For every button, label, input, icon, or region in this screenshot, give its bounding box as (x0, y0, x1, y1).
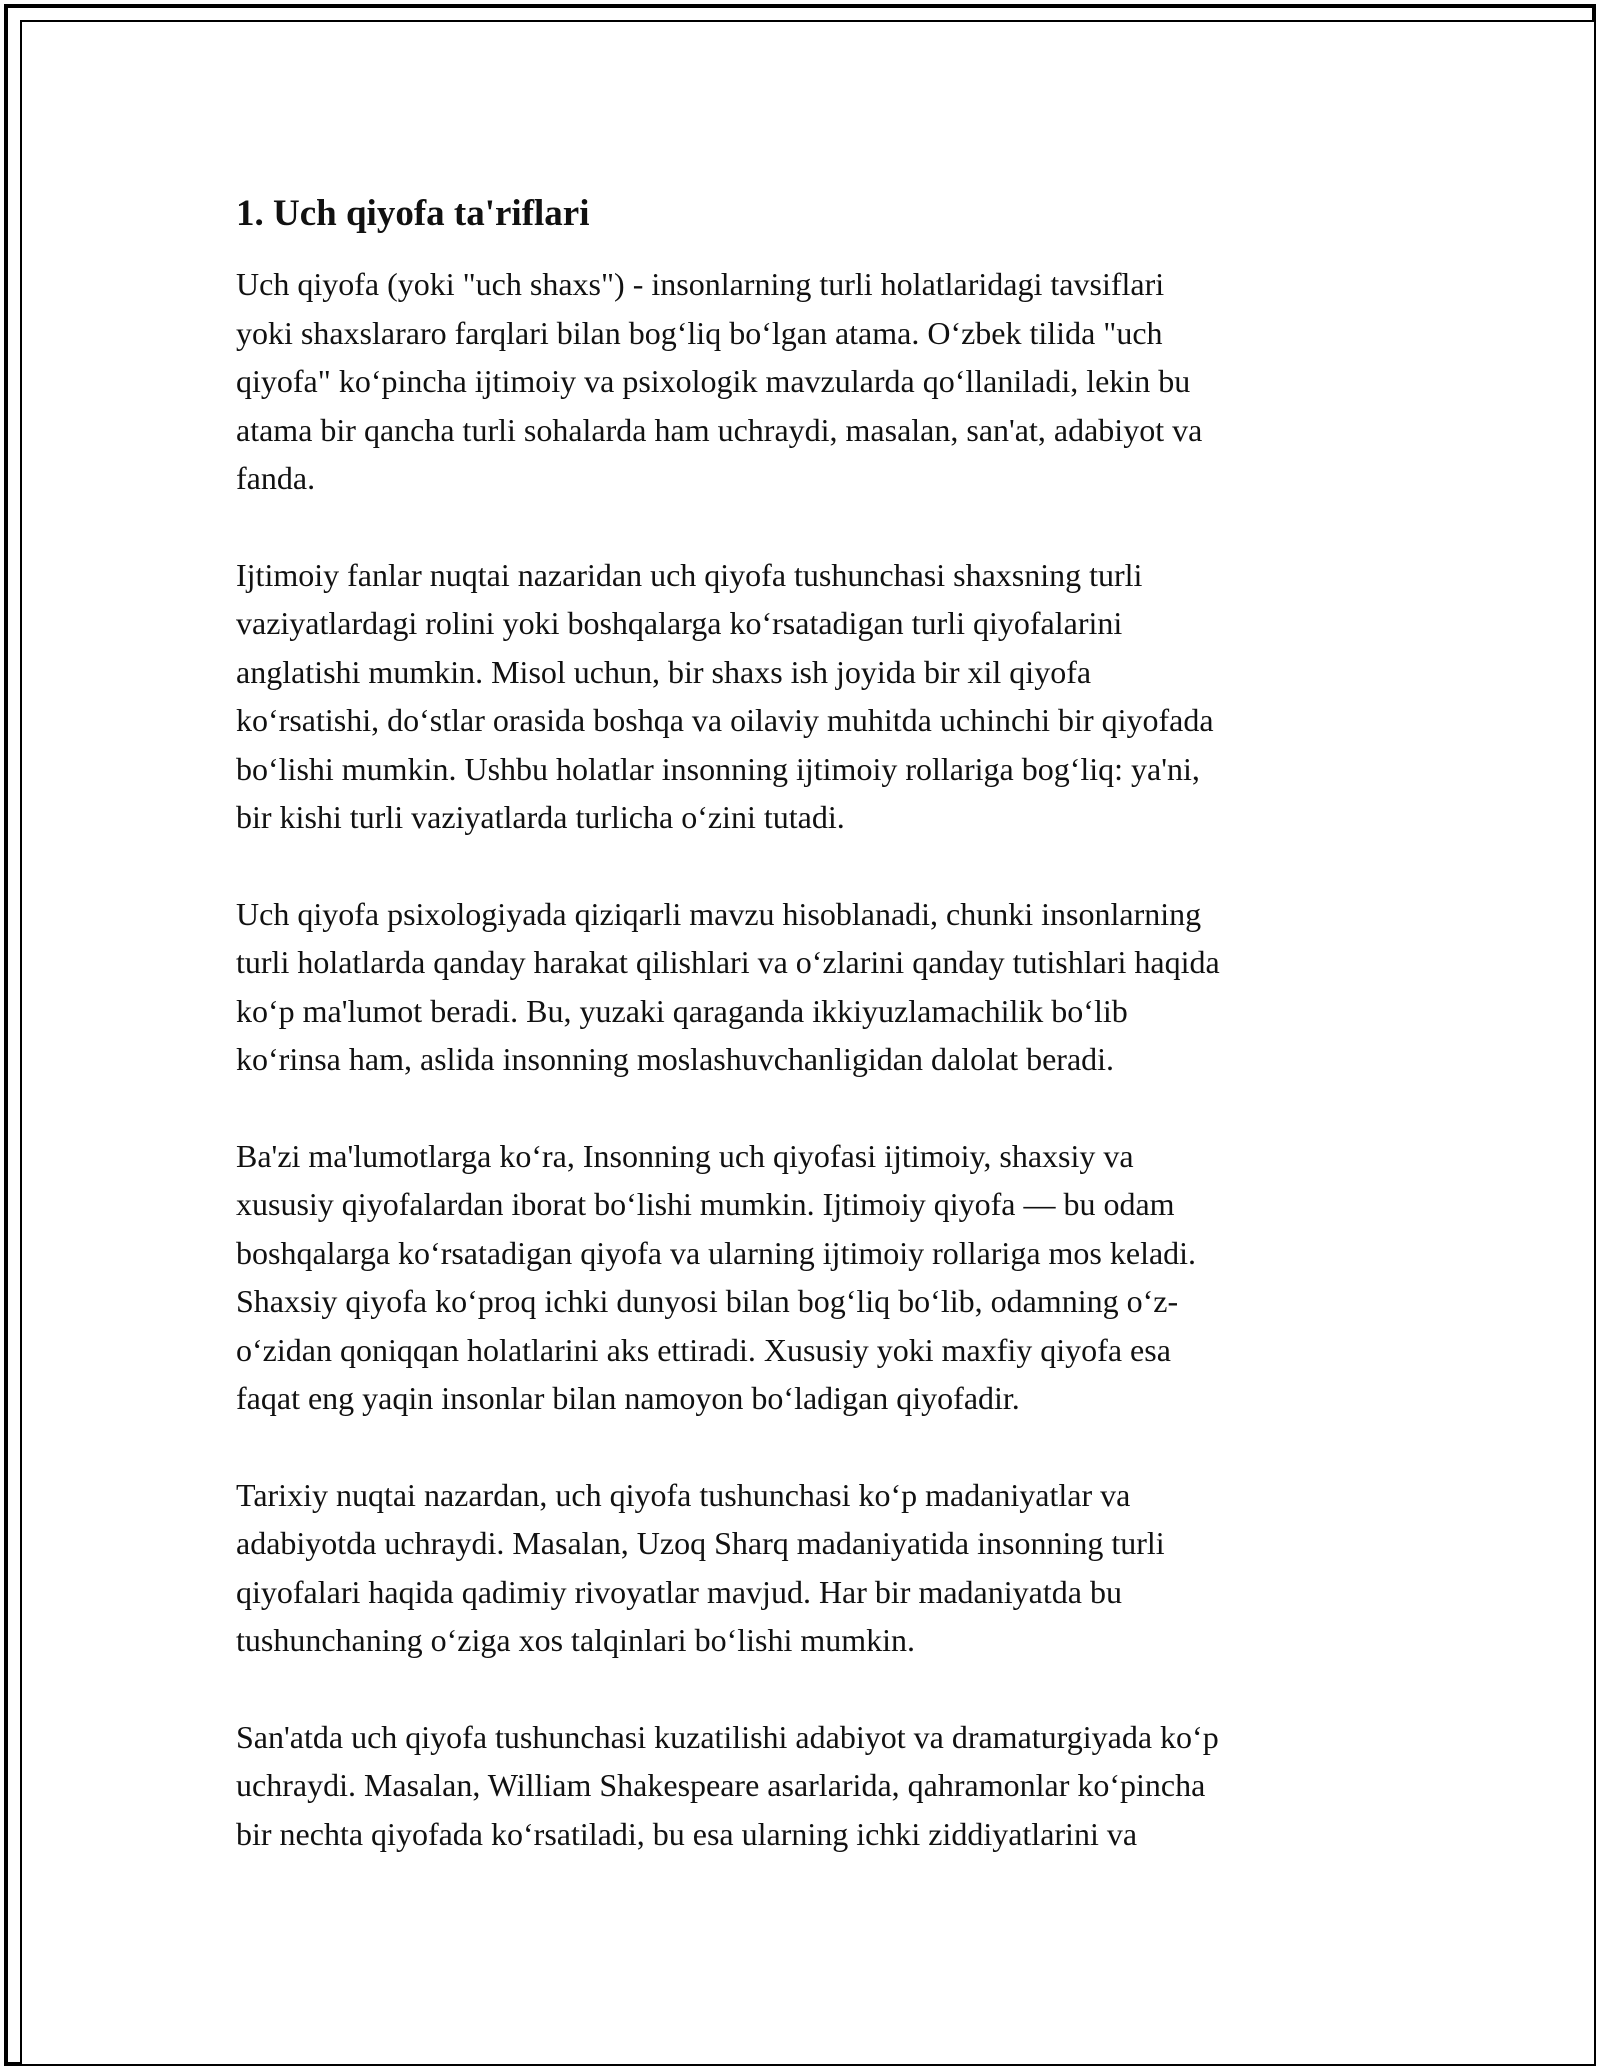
document-body (236, 186, 1386, 1906)
section-heading: 1. Uch qiyofa ta'riflari (236, 193, 590, 234)
paragraph-1: Uch qiyofa (yoki "uch shaxs") - insonlarning turli holatlaridagi tavsiflari yoki shaxslararo farqlari bilan bog‘liq bo‘lgan atama. O‘zbek tilida "uch qiyofa" ko‘pincha ijtimoiy va psixologik mavzularda qo‘llaniladi, lekin bu atama bir qancha turli sohalarda ham uchraydi, masalan, san'at, adabiyot va fanda. (236, 266, 1203, 496)
paragraph-2: Ijtimoiy fanlar nuqtai nazaridan uch qiyofa tushunchasi shaxsning turli vaziyatlardagi rolini yoki boshqalarga ko‘rsatadigan turli qiyofalarini anglatishi mumkin. Misol uchun, bir shaxs ish joyida bir xil qiyofa ko‘rsatishi, do‘stlar orasida boshqa va oilaviy muhitda uchinchi bir qiyofada bo‘lishi mumkin. Ushbu holatlar insonning ijtimoiy rollariga bog‘liq: ya'ni, bir kishi turli vaziyatlarda turlicha o‘zini tutadi. (236, 556, 1214, 835)
paragraph-6: San'atda uch qiyofa tushunchasi kuzatilishi adabiyot va dramaturgiyada ko‘p uchraydi. Masalan, William Shakespeare asarlarida, qahramonlar ko‘pincha bir nechta qiyofada ko‘rsatiladi, bu esa ularning ichki ziddiyatlarini va (236, 1718, 1219, 1852)
paragraph-3: Uch qiyofa psixologiyada qiziqarli mavzu hisoblanadi, chunki insonlarning turli holatlarda qanday harakat qilishlari va o‘zlarini qanday tutishlari haqida ko‘p ma'lumot beradi. Bu, yuzaki qaraganda ikkiyuzlamachilik bo‘lib ko‘rinsa ham, aslida insonning moslashuvchanligidan dalolat beradi. (236, 895, 1220, 1077)
paragraph-5: Tarixiy nuqtai nazardan, uch qiyofa tushunchasi ko‘p madaniyatlar va adabiyotda uchraydi. Masalan, Uzoq Sharq madaniyatida insonning turli qiyofalari haqida qadimiy rivoyatlar mavjud. Har bir madaniyatda bu tushunchaning o‘ziga xos talqinlari bo‘lishi mumkin. (236, 1476, 1165, 1658)
paragraph-4: Ba'zi ma'lumotlarga ko‘ra, Insonning uch qiyofasi ijtimoiy, shaxsiy va xususiy qiyofalardan iborat bo‘lishi mumkin. Ijtimoiy qiyofa — bu odam boshqalarga ko‘rsatadigan qiyofa va ularning ijtimoiy rollariga mos keladi. Shaxsiy qiyofa ko‘proq ichki dunyosi bilan bog‘liq bo‘lib, odamning o‘z- o‘zidan qoniqqan holatlarini aks ettiradi. Xususiy yoki maxfiy qiyofa esa faqat eng yaqin insonlar bilan namoyon bo‘ladigan qiyofadir. (236, 1137, 1197, 1416)
